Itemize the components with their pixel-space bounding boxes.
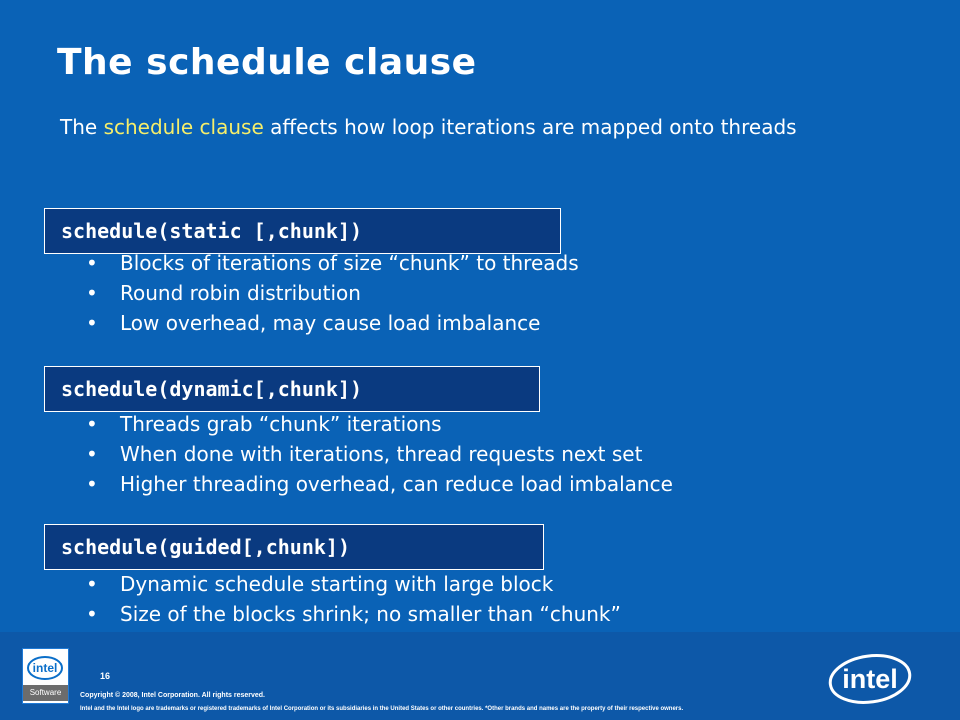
list-item: [84, 409, 673, 439]
intel-logo-icon: [826, 648, 918, 706]
trademark-text: Intel and the Intel logo are trademarks or registered trademarks of Intel Corporation or its subsidiaries in the United States or other countries. *Other brands and names are the property of their respective owners.: [80, 706, 684, 712]
bullet-text: Blocks of iterations of size “chunk” to threads: [120, 251, 579, 275]
list-item: [84, 308, 579, 338]
bullet-glyph: •: [86, 311, 98, 335]
bullet-glyph: •: [86, 281, 98, 305]
intro-text: [60, 115, 880, 139]
bullet-list-guided: [84, 569, 621, 629]
bullet-text: Low overhead, may cause load imbalance: [120, 311, 541, 335]
intro-before: The: [60, 115, 104, 139]
bullet-glyph: •: [86, 251, 98, 275]
intel-logo-brand: intel: [842, 664, 898, 694]
intel-software-logo: [22, 648, 69, 704]
code-box-guided: schedule(guided[,chunk]): [44, 524, 544, 570]
bullet-text: Threads grab “chunk” iterations: [120, 412, 442, 436]
intro-highlight: schedule clause: [103, 115, 264, 139]
software-logo-label: Software: [23, 685, 68, 701]
bullet-text: Size of the blocks shrink; no smaller than “chunk”: [120, 602, 621, 626]
bullet-text: Round robin distribution: [120, 281, 361, 305]
bullet-list-static: [84, 248, 579, 338]
software-logo-brand: intel: [32, 661, 58, 675]
bullet-text: Higher threading overhead, can reduce load imbalance: [120, 472, 673, 496]
code-box-static: schedule(static [,chunk]): [44, 208, 561, 254]
slide-title: The schedule clause: [57, 42, 477, 83]
list-item: [84, 278, 579, 308]
bullet-glyph: •: [86, 572, 98, 596]
copyright-text: Copyright © 2008, Intel Corporation. All rights reserved.: [80, 692, 265, 699]
list-item: [84, 569, 621, 599]
bullet-glyph: •: [86, 472, 98, 496]
list-item: [84, 248, 579, 278]
page-number: 16: [100, 671, 111, 681]
bullet-glyph: •: [86, 602, 98, 626]
bullet-text: Dynamic schedule starting with large block: [120, 572, 554, 596]
intel-swoosh-icon: [23, 649, 68, 685]
list-item: [84, 469, 673, 499]
intro-after: affects how loop iterations are mapped onto threads: [263, 115, 797, 139]
bullet-glyph: •: [86, 442, 98, 466]
list-item: [84, 439, 673, 469]
bullet-text: When done with iterations, thread requests next set: [120, 442, 643, 466]
bullet-glyph: •: [86, 412, 98, 436]
bullet-list-dynamic: [84, 409, 673, 499]
code-box-dynamic: schedule(dynamic[,chunk]): [44, 366, 540, 412]
list-item: [84, 599, 621, 629]
